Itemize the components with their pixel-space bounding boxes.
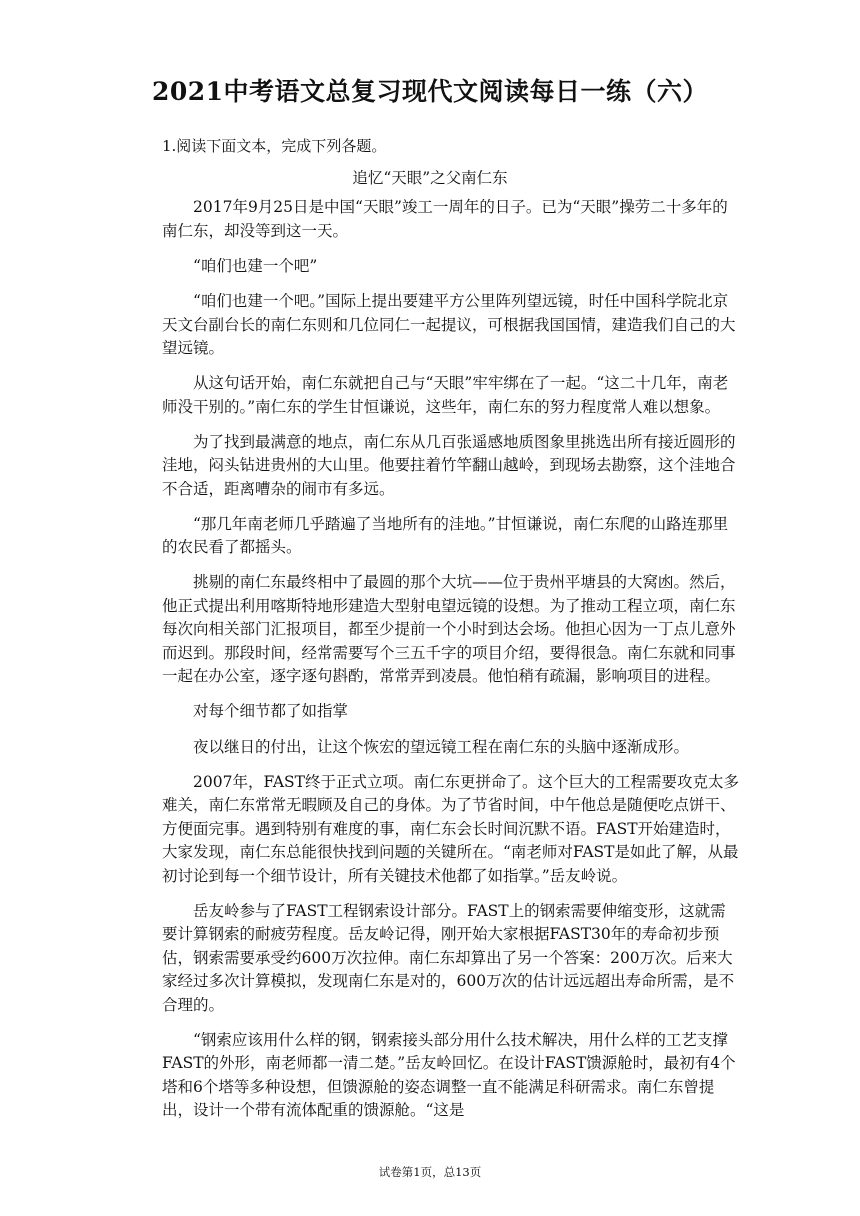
paragraph: 从这句话开始，南仁东就把自己与“天眼”牢牢绑在了一起。“这二十几年，南老师没干别的。”南仁东的学生甘恒谦说，这些年，南仁东的努力程度常人难以想象。 bbox=[162, 374, 729, 416]
section-heading: 对每个细节都了如指掌 bbox=[193, 702, 349, 720]
paragraph: 岳友岭参与了FAST工程钢索设计部分。FAST上的钢索需要伸缩变形，这就需要计算钢索的耐疲劳程度。岳友岭记得，刚开始大家根据FAST30年的寿命初步预估，钢索需要承受约600万次拉伸。南仁东却算出了另一个答案：200万次。后来大家经过多次计算模拟，发现南仁东是对的，600万次的估计远远超出寿命所需，是不合理的。 bbox=[162, 901, 735, 1014]
paragraph: 2017年9月25日是中国“天眼”竣工一周年的日子。已为“天眼”操劳二十多年的南仁东，却没等到这一天。 bbox=[162, 198, 728, 240]
paragraph: 2007年，FAST终于正式立项。南仁东更拼命了。这个巨大的工程需要攻克太多难关，南仁东常常无暇顾及自己的身体。为了节省时间，中午他总是随便吃点饼干、方便面完事。遇到特别有难度的事，南仁东会长时间沉默不语。FAST开始建造时，大家发现，南仁东总能很快找到问题的关键所在。“南老师对FAST是如此了解，从最初讨论到每一个细节设计，所有关键技术他都了如指掌。”岳友岭说。 bbox=[162, 772, 740, 885]
page-title: 2021中考语文总复习现代文阅读每日一练（六） bbox=[151, 77, 709, 106]
paragraph: “钢索应该用什么样的钢，钢索接头部分用什么技术解决，用什么样的工艺支撑FAST的外形，南老师都一清二楚。”岳友岭回忆。在设计FAST馈源舱时，最初有4个塔和6个塔等多种设想，但馈源舱的姿态调整一直不能满足科研需求。南仁东曾提出，设计一个带有流体配重的馈源舱。“这是 bbox=[162, 1030, 736, 1119]
paragraph: “那几年南老师几乎踏遍了当地所有的洼地。”甘恒谦说，南仁东爬的山路连那里的农民看了都摇头。 bbox=[162, 514, 729, 556]
question-intro: 1.阅读下面文本，完成下列各题。 bbox=[162, 137, 387, 155]
article-body bbox=[162, 196, 740, 1134]
article-title: 追忆“天眼”之父南仁东 bbox=[352, 169, 508, 187]
paragraph: 为了找到最满意的地点，南仁东从几百张遥感地质图象里挑选出所有接近圆形的洼地，闷头钻进贵州的大山里。他要拄着竹竿翻山越岭，到现场去勘察，这个洼地合不合适，距离嘈杂的闹市有多远。 bbox=[162, 432, 736, 498]
paragraph: 夜以继日的付出，让这个恢宏的望远镜工程在南仁东的头脑中逐渐成形。 bbox=[193, 737, 690, 756]
section-heading: “咱们也建一个吧” bbox=[193, 256, 318, 275]
paragraph: 挑剔的南仁东最终相中了最圆的那个大坑——位于贵州平塘县的大窝凼。然后，他正式提出利用喀斯特地形建造大型射电望远镜的设想。为了推动工程立项，南仁东每次向相关部门汇报项目，都至少提前一个小时到达会场。他担心因为一丁点儿意外而迟到。那段时间，经常需要写个三五千字的项目介绍，要得很急。南仁东就和同事一起在办公室，逐字逐句斟酌，常常弄到凌晨。他怕稍有疏漏，影响项目的进程。 bbox=[162, 573, 736, 685]
paragraph: “咱们也建一个吧。”国际上提出要建平方公里阵列望远镜，时任中国科学院北京天文台副台长的南仁东则和几位同仁一起提议，可根据我国国情，建造我们自己的大望远镜。 bbox=[162, 292, 736, 357]
page-footer: 试卷第1页，总13页 bbox=[378, 1165, 482, 1179]
